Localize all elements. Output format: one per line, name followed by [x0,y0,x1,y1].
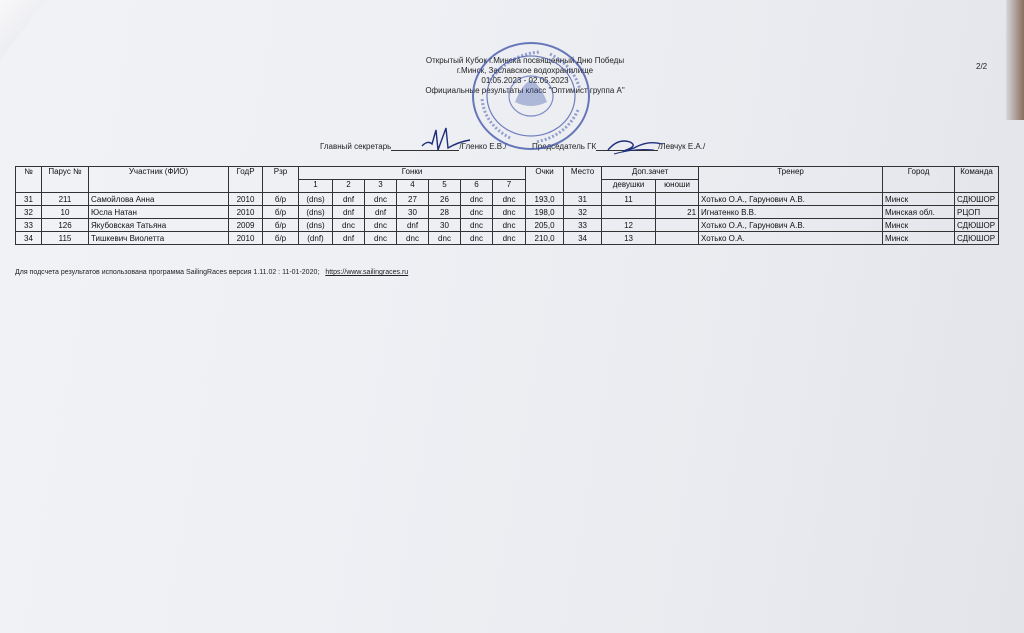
col-points: Очки [526,167,564,193]
cell-num: 33 [16,219,42,232]
cell-coach: Хотько О.А. [699,232,883,245]
col-sail: Парус № [42,167,89,193]
header-dates: 01.05.2023 - 02.05.2023 [481,76,569,85]
cell-team: СДЮШОР [955,219,999,232]
cell-boys [656,232,699,245]
race-5-header: 5 [429,180,461,193]
race-1-header: 1 [299,180,333,193]
cell-name: Якубовская Татьяна [89,219,229,232]
cell-place: 31 [564,193,602,206]
table-row [16,232,999,245]
cell-rank: б/р [263,193,299,206]
race-6-header: 6 [461,180,493,193]
col-participant: Участник (ФИО) [89,167,229,193]
cell-race: dnf [365,206,397,219]
cell-sail: 126 [42,219,89,232]
col-birth-year: ГодР [229,167,263,193]
cell-points: 198,0 [526,206,564,219]
page-edge [1006,0,1024,120]
cell-rank: б/р [263,219,299,232]
cell-race: dnf [333,232,365,245]
cell-rank: б/р [263,206,299,219]
cell-race: 27 [397,193,429,206]
cell-girls: 11 [602,193,656,206]
cell-race: 28 [429,206,461,219]
chair-signature [604,134,666,158]
cell-race: 30 [429,219,461,232]
cell-race: dnf [333,193,365,206]
cell-num: 34 [16,232,42,245]
cell-race: dnc [461,232,493,245]
cell-place: 33 [564,219,602,232]
cell-sail: 10 [42,206,89,219]
cell-num: 32 [16,206,42,219]
cell-num: 31 [16,193,42,206]
jury-chair-label: Председатель ГК [532,142,597,151]
cell-points: 210,0 [526,232,564,245]
cell-team: СДЮШОР [955,232,999,245]
cell-place: 34 [564,232,602,245]
cell-name: Юсла Натан [89,206,229,219]
cell-year: 2010 [229,206,263,219]
cell-race: dnc [493,193,526,206]
header-title: Открытый Кубок г.Минска посвященный Дню Победы [425,56,625,65]
cell-rank: б/р [263,232,299,245]
header-class: Официальные результаты класс "Оптимист группа А" [425,86,625,95]
footer-text: Для подсчета результатов использована программа SailingRaces версия 1.11.02 : 11-01-2020; [15,269,320,276]
cell-race: dnc [493,232,526,245]
cell-year: 2010 [229,232,263,245]
cell-place: 32 [564,206,602,219]
cell-girls: 12 [602,219,656,232]
cell-points: 205,0 [526,219,564,232]
boys-header: юноши [656,180,699,193]
cell-year: 2010 [229,193,263,206]
cell-girls: 13 [602,232,656,245]
cell-name: Тишкевич Виолетта [89,232,229,245]
cell-race: dnf [333,206,365,219]
col-city: Город [883,167,955,193]
cell-race: dnf [397,219,429,232]
race-7-header: 7 [493,180,526,193]
cell-race: 30 [397,206,429,219]
race-2-header: 2 [333,180,365,193]
page-number: 2/2 [976,62,988,71]
secretary-signature [418,122,474,154]
cell-city: Минская обл. [883,206,955,219]
cell-city: Минск [883,193,955,206]
cell-points: 193,0 [526,193,564,206]
cell-race: (dnf) [299,232,333,245]
table-row [16,193,999,206]
cell-boys [656,193,699,206]
cell-race: dnc [365,193,397,206]
header-venue: г.Минск, Заславское водохранилище [456,66,594,75]
col-extra: Доп.зачет [602,167,699,180]
cell-race: (dns) [299,219,333,232]
cell-girls [602,206,656,219]
girls-header: девушки [602,180,656,193]
cell-race: dnc [461,206,493,219]
col-num: № [16,167,42,193]
chief-secretary-name: /Гленко Е.В./ [459,142,507,151]
race-3-header: 3 [365,180,397,193]
cell-coach: Игнатенко В.В. [699,206,883,219]
cell-boys [656,219,699,232]
jury-chair-name: /Левчук Е.А./ [658,142,706,151]
cell-race: dnc [493,206,526,219]
cell-race: dnc [397,232,429,245]
cell-race: dnc [365,232,397,245]
cell-race: dnc [493,219,526,232]
col-place: Место [564,167,602,193]
cell-race: dnc [333,219,365,232]
chief-secretary-label: Главный секретарь [320,142,392,151]
cell-year: 2009 [229,219,263,232]
cell-boys: 21 [656,206,699,219]
cell-name: Самойлова Анна [89,193,229,206]
cell-city: Минск [883,219,955,232]
cell-sail: 115 [42,232,89,245]
race-4-header: 4 [397,180,429,193]
results-table [15,166,999,245]
cell-race: (dns) [299,206,333,219]
cell-city: Минск [883,232,955,245]
cell-race: dnc [365,219,397,232]
cell-race: dnc [461,219,493,232]
official-stamp [470,40,592,152]
cell-race: dnc [429,232,461,245]
cell-race: (dns) [299,193,333,206]
cell-team: РЦОП [955,206,999,219]
cell-race: 26 [429,193,461,206]
footer-note [15,269,408,276]
footer-link[interactable]: https://www.sailingraces.ru [325,269,409,276]
cell-race: dnc [461,193,493,206]
table-row [16,206,999,219]
cell-coach: Хотько О.А., Гарунович А.В. [699,193,883,206]
cell-coach: Хотько О.А., Гарунович А.В. [699,219,883,232]
col-rank: Рзр [263,167,299,193]
table-row [16,219,999,232]
col-races: Гонки [299,167,526,180]
cell-team: СДЮШОР [955,193,999,206]
col-coach: Тренер [699,167,883,193]
cell-sail: 211 [42,193,89,206]
col-team: Команда [955,167,999,193]
table-header-row [16,167,999,180]
folded-corner [0,0,46,60]
